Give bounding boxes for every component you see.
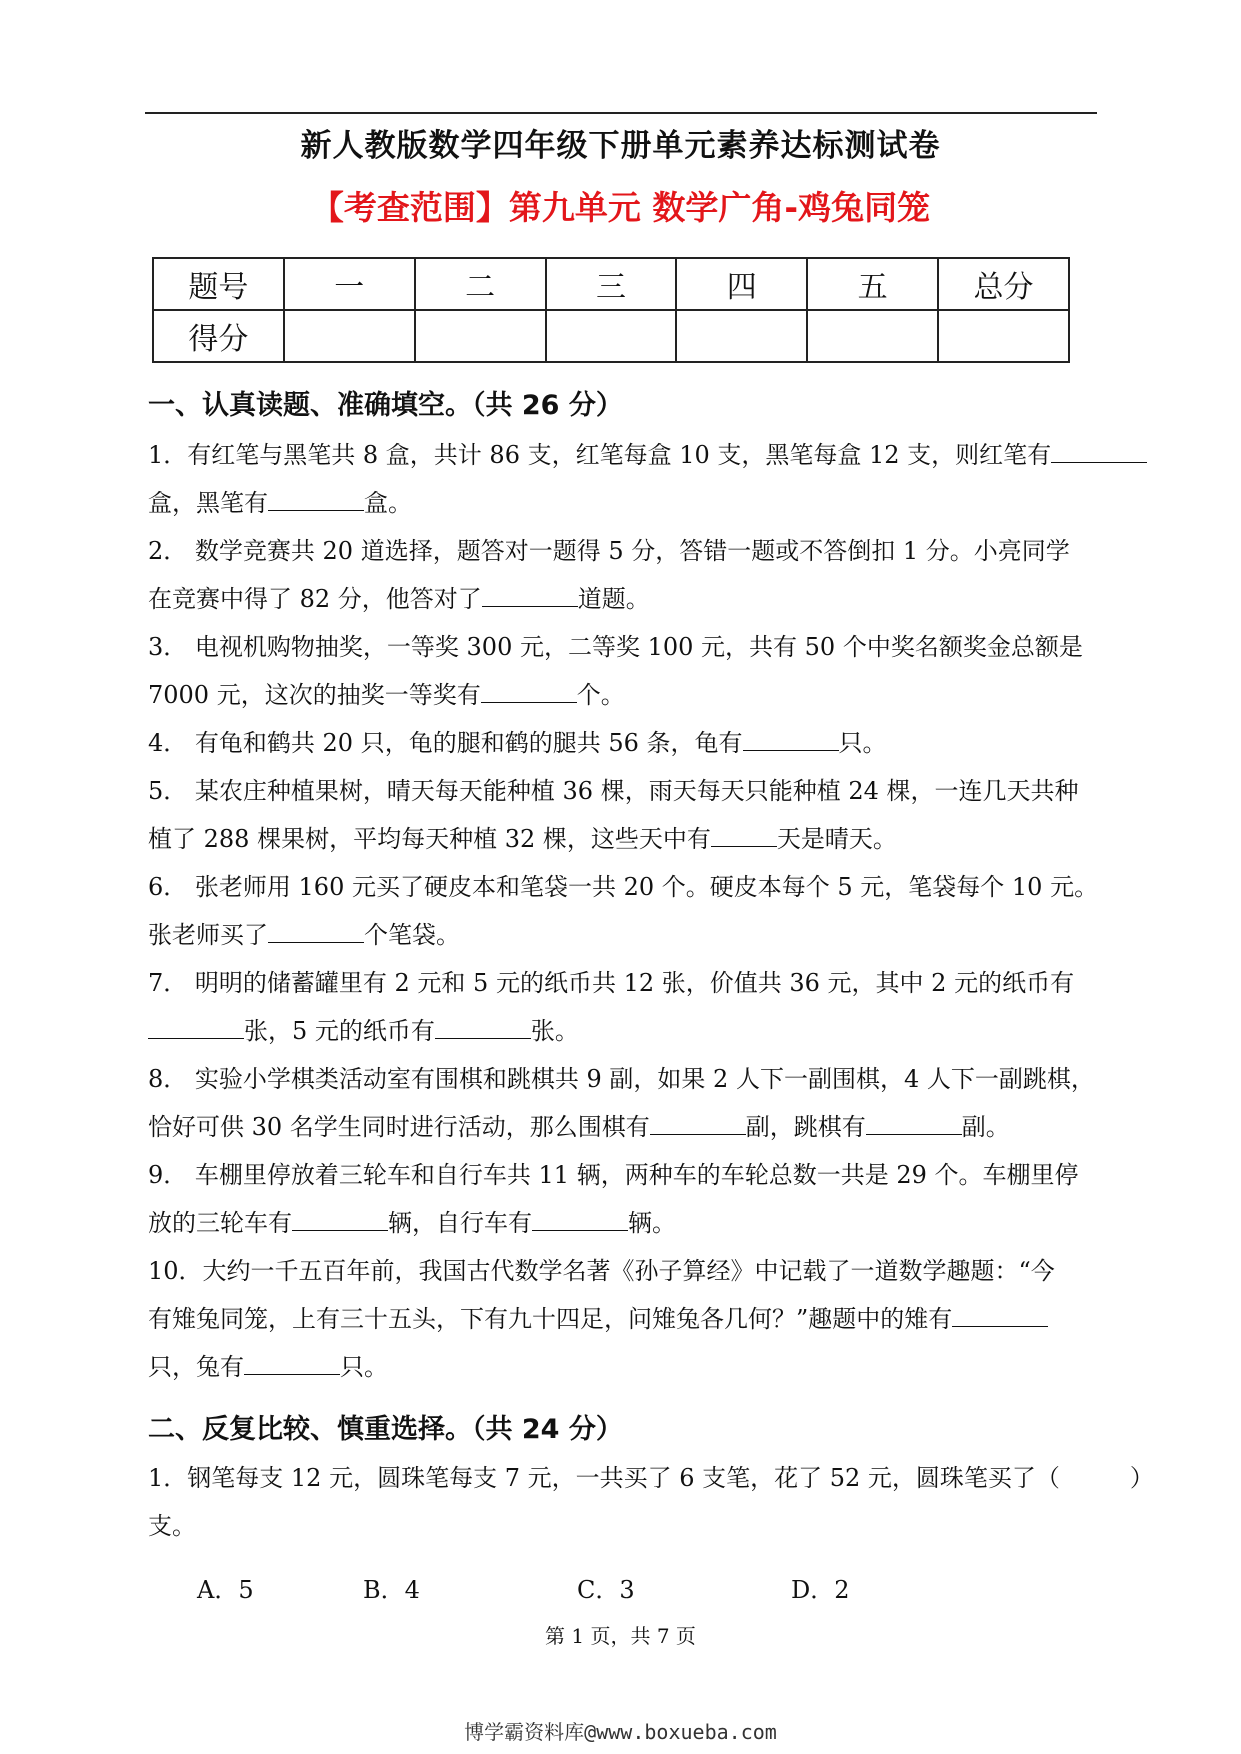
answer-blank[interactable] — [292, 1208, 388, 1231]
answer-blank[interactable] — [1051, 440, 1147, 463]
page-title: 新人教版数学四年级下册单元素养达标测试卷 — [300, 128, 941, 164]
section1-heading: 一、认真读题、准确填空。（共 26 分） — [148, 390, 623, 421]
answer-blank[interactable] — [743, 728, 839, 751]
exam-scope: 【考查范围】第九单元 数学广角-鸡兔同笼 — [310, 188, 931, 227]
score-table-cell: 得分 — [153, 310, 284, 362]
question-text: 副。 — [961, 1113, 1010, 1141]
question-text: 盒，黑笔有 — [148, 489, 268, 517]
question-text: 副，跳棋有 — [745, 1113, 866, 1141]
answer-blank[interactable] — [482, 584, 578, 607]
option-b[interactable]: B．4 — [363, 1576, 420, 1604]
q5-line1: 5． 某农庄种植果树，晴天每天能种植 36 棵，雨天每天只能种植 24 棵，一连几天共种 — [148, 777, 1079, 805]
q3-line2 — [148, 680, 1093, 710]
question-text: 有雉兔同笼，上有三十五头，下有九十四足，问雉兔各几何？”趣题中的雉有 — [148, 1305, 953, 1333]
score-table-cell: 二 — [415, 258, 546, 310]
answer-blank[interactable] — [268, 488, 364, 511]
question-text: 张。 — [530, 1017, 579, 1045]
answer-blank[interactable] — [268, 920, 364, 943]
option-a[interactable]: A．5 — [197, 1576, 254, 1604]
answer-blank[interactable] — [866, 1112, 962, 1135]
question-text: 植了 288 棵果树，平均每天种植 32 棵，这些天中有 — [148, 825, 711, 853]
answer-blank[interactable] — [244, 1352, 340, 1375]
score-entry-cell[interactable] — [807, 310, 938, 362]
q1-line2 — [148, 488, 1093, 518]
score-table-cell: 三 — [546, 258, 677, 310]
question-text: 张，5 元的纸币有 — [244, 1017, 435, 1045]
page-number: 第 1 页，共 7 页 — [545, 1624, 696, 1648]
q8-line1: 8． 实验小学棋类活动室有围棋和跳棋共 9 副，如果 2 人下一副围棋，4 人下一副跳棋， — [148, 1065, 1095, 1093]
question-text: 道题。 — [577, 585, 650, 613]
q1-line1 — [148, 440, 1093, 470]
option-c[interactable]: C．3 — [577, 1576, 635, 1604]
q5-line2 — [148, 824, 1093, 854]
question-text: 在竞赛中得了 82 分，他答对了 — [148, 585, 482, 613]
q9-line1: 9． 车棚里停放着三轮车和自行车共 11 辆，两种车的车轮总数一共是 29 个。车棚里停 — [148, 1161, 1079, 1189]
question-text: ） — [1129, 1464, 1154, 1492]
score-table-cell: 题号 — [153, 258, 284, 310]
question-text: 只，兔有 — [148, 1353, 244, 1381]
score-entry-cell[interactable] — [938, 310, 1069, 362]
score-table — [152, 257, 1070, 363]
question-text: 个。 — [576, 681, 625, 709]
answer-blank[interactable] — [148, 1016, 244, 1039]
q7-line2 — [148, 1016, 1093, 1046]
q8-line2 — [148, 1112, 1093, 1142]
score-table-cell: 一 — [284, 258, 415, 310]
answer-blank[interactable] — [650, 1112, 746, 1135]
question-text: 只。 — [838, 729, 887, 757]
section2-heading: 二、反复比较、慎重选择。（共 24 分） — [148, 1414, 623, 1445]
q6-line2 — [148, 920, 1093, 950]
q10-line1: 10．大约一千五百年前，我国古代数学名著《孙子算经》中记载了一道数学趣题：“今 — [148, 1257, 1055, 1285]
q7-line1: 7． 明明的储蓄罐里有 2 元和 5 元的纸币共 12 张，价值共 36 元，其中 2 元的纸币有 — [148, 969, 1075, 997]
answer-blank[interactable] — [711, 824, 777, 847]
answer-blank[interactable] — [532, 1208, 628, 1231]
score-entry-cell[interactable] — [546, 310, 677, 362]
question-text: 张老师买了 — [148, 921, 268, 949]
score-table-header-row — [153, 258, 1069, 310]
score-entry-cell[interactable] — [415, 310, 546, 362]
answer-blank[interactable] — [952, 1304, 1048, 1327]
question-text: 辆，自行车有 — [388, 1209, 532, 1237]
q2-line1: 2． 数学竞赛共 20 道选择，题答对一题得 5 分，答错一题或不答倒扣 1 分。小亮同学 — [148, 537, 1070, 565]
q2-line2 — [148, 584, 1093, 614]
question-text: 个笔袋。 — [364, 921, 460, 949]
score-entry-cell[interactable] — [284, 310, 415, 362]
answer-blank[interactable] — [435, 1016, 531, 1039]
s2-q1-line1 — [148, 1463, 1154, 1493]
question-text: 1．钢笔每支 12 元，圆珠笔每支 7 元，一共买了 6 支笔，花了 52 元，圆珠笔买了（ — [148, 1464, 1060, 1492]
question-text: 恰好可供 30 名学生同时进行活动，那么围棋有 — [148, 1113, 650, 1141]
question-text: 放的三轮车有 — [148, 1209, 292, 1237]
q6-line1: 6． 张老师用 160 元买了硬皮本和笔袋一共 20 个。硬皮本每个 5 元，笔袋每个 10 元。 — [148, 873, 1099, 901]
q9-line2 — [148, 1208, 1093, 1238]
question-text: 1．有红笔与黑笔共 8 盒，共计 86 支，红笔每盒 10 支，黑笔每盒 12 支，则红笔有 — [148, 441, 1052, 469]
q10-line2 — [148, 1304, 1093, 1334]
question-text: 盒。 — [364, 489, 412, 517]
score-table-cell: 总分 — [938, 258, 1069, 310]
watermark: 博学霸资料库@www.boxueba.com — [464, 1720, 777, 1744]
s2-q1-line2: 支。 — [148, 1512, 196, 1540]
option-d[interactable]: D．2 — [791, 1576, 850, 1604]
question-text: 天是晴天。 — [776, 825, 897, 853]
q10-line3 — [148, 1352, 1093, 1382]
answer-blank[interactable] — [481, 680, 577, 703]
score-entry-cell[interactable] — [676, 310, 807, 362]
question-text: 辆。 — [628, 1209, 676, 1237]
top-rule — [145, 112, 1097, 114]
q4-line1 — [148, 728, 1093, 758]
question-text: 只。 — [340, 1353, 388, 1381]
q3-line1: 3． 电视机购物抽奖，一等奖 300 元，二等奖 100 元，共有 50 个中奖名额奖金总额是 — [148, 633, 1083, 661]
score-table-cell: 四 — [676, 258, 807, 310]
score-table-cell: 五 — [807, 258, 938, 310]
question-text: 4． 有龟和鹤共 20 只，龟的腿和鹤的腿共 56 条，龟有 — [148, 729, 743, 757]
score-table-score-row — [153, 310, 1069, 362]
question-text: 7000 元，这次的抽奖一等奖有 — [148, 681, 481, 709]
